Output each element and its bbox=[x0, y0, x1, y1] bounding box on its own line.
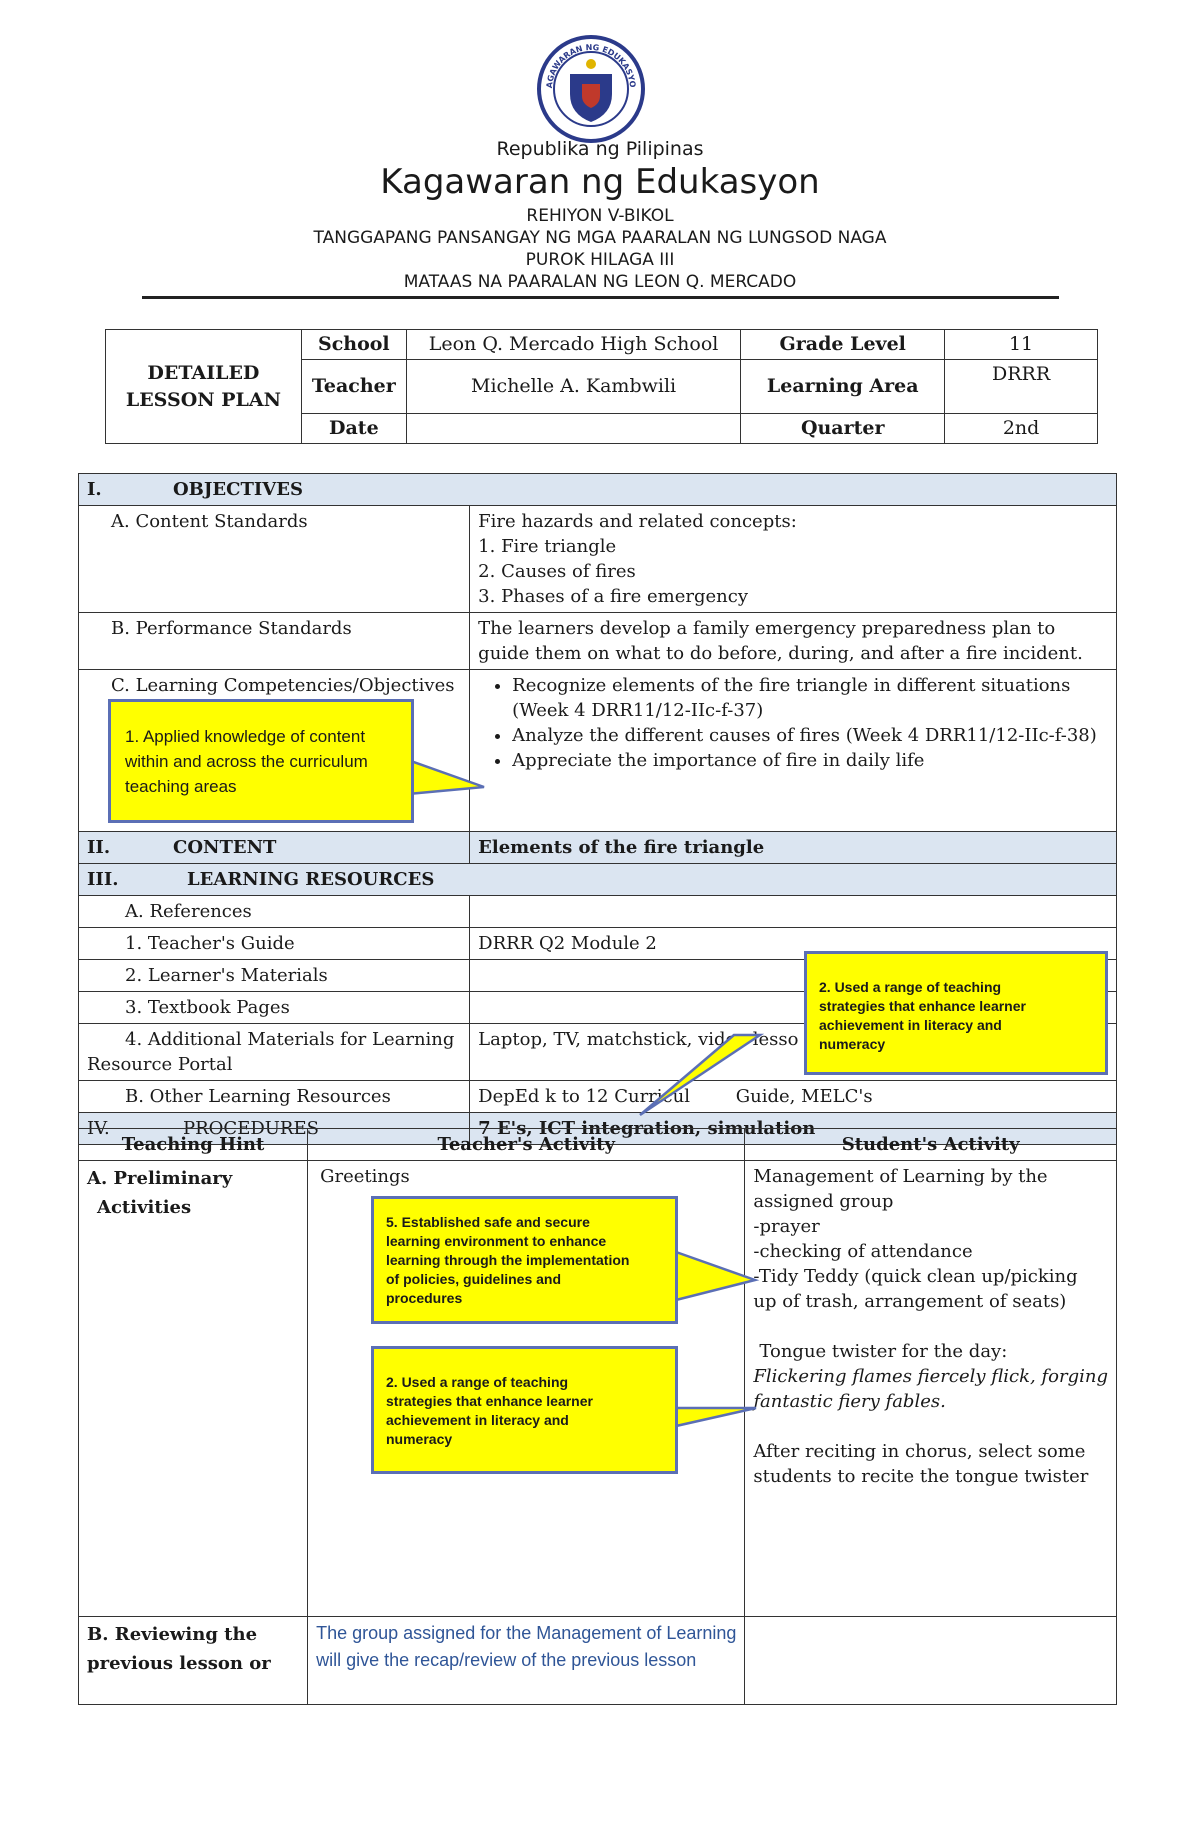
callout-line: strategies that enhance learner bbox=[386, 1393, 593, 1409]
row-b-label-line2: previous lesson or bbox=[87, 1653, 271, 1674]
tongue-twister-line: fantastic fiery fables. bbox=[753, 1391, 946, 1412]
callout-line: learning through the implementation bbox=[386, 1252, 630, 1268]
area-value: DRRR bbox=[945, 360, 1098, 414]
resources-title: LEARNING RESOURCES bbox=[187, 869, 435, 890]
other-resources-label: B. Other Learning Resources bbox=[79, 1081, 470, 1113]
grade-label: Grade Level bbox=[741, 330, 945, 360]
other-resources-value: DepEd k to 12 Curricul Guide, MELC's bbox=[470, 1081, 1117, 1113]
greetings-text: Greetings bbox=[320, 1166, 410, 1187]
performance-line: The learners develop a family emergency preparedness plan to bbox=[478, 618, 1056, 639]
resources-num: III. bbox=[87, 869, 119, 890]
callout-line: of policies, guidelines and bbox=[386, 1271, 562, 1287]
department-title: Kagawaran ng Edukasyon bbox=[380, 162, 820, 202]
additional-materials-line2: Resource Portal bbox=[87, 1054, 233, 1075]
district-line: PUROK HILAGA III bbox=[525, 250, 675, 270]
callout-line: achievement in literacy and bbox=[819, 1017, 1002, 1033]
performance-standards-label: B. Performance Standards bbox=[79, 613, 470, 670]
callout-line: learning environment to enhance bbox=[386, 1233, 607, 1249]
competency-item: • Analyze the different causes of fires (Week 4 DRR11/12-IIc-f-38) bbox=[512, 723, 1108, 748]
callout-line: numeracy bbox=[386, 1431, 453, 1447]
procedures-value: 7 E's, ICT integration, simulation bbox=[470, 1113, 1117, 1145]
content-standards-line: 1. Fire triangle bbox=[478, 536, 617, 557]
callout-line: teaching areas bbox=[125, 777, 237, 796]
callout-line: 2. Used a range of teaching bbox=[819, 979, 1002, 995]
region-line: REHIYON V-BIKOL bbox=[526, 206, 674, 226]
school-value: Leon Q. Mercado High School bbox=[406, 330, 741, 360]
school-label: School bbox=[301, 330, 406, 360]
performance-line: guide them on what to do before, during, and after a fire incident. bbox=[478, 643, 1083, 664]
callout-line: within and across the curriculum bbox=[125, 752, 368, 771]
procedures-num: IV. bbox=[87, 1118, 110, 1139]
textbook-pages-label: 3. Textbook Pages bbox=[79, 992, 470, 1024]
competency-item: • Recognize elements of the fire triangle in different situations (Week 4 DRR11/12-IIc-f-37) bbox=[512, 673, 1108, 723]
callout-5-pointer bbox=[676, 1252, 755, 1300]
callout-line: 2. Used a range of teaching bbox=[386, 1374, 569, 1390]
content-standards-label: A. Content Standards bbox=[79, 506, 470, 613]
student-line: up of trash, arrangement of seats) bbox=[753, 1291, 1067, 1312]
additional-materials-line1: 4. Additional Materials for Learning bbox=[125, 1029, 455, 1050]
callout-safe-environment bbox=[371, 1196, 678, 1324]
svg-text:KAGAWARAN NG EDUKASYON: AGAWARAN NG EDUKASYO bbox=[544, 42, 638, 89]
student-line: -checking of attendance bbox=[753, 1241, 973, 1262]
competency-item: • Appreciate the importance of fire in daily life bbox=[512, 748, 1108, 773]
school-line: MATAAS NA PAARALAN NG LEON Q. MERCADO bbox=[403, 272, 797, 292]
division-line: TANGGAPANG PANSANGAY NG MGA PAARALAN NG LUNGSOD NAGA bbox=[313, 228, 887, 248]
procedures-title: PROCEDURES bbox=[183, 1118, 319, 1139]
callout-applied-knowledge bbox=[108, 699, 414, 823]
additional-materials-value: Laptop, TV, matchstick, video lesso bbox=[470, 1024, 1117, 1081]
callout-teaching-strategies-2 bbox=[371, 1346, 678, 1474]
callout-line: 1. Applied knowledge of content bbox=[125, 727, 366, 746]
callout-line: procedures bbox=[386, 1290, 463, 1306]
teacher-label: Teacher bbox=[301, 360, 406, 414]
student-line: students to recite the tongue twister bbox=[753, 1466, 1089, 1487]
objectives-num: I. bbox=[87, 479, 102, 500]
content-value: Elements of the fire triangle bbox=[470, 832, 1117, 864]
republic-line: Republika ng Pilipinas bbox=[496, 138, 704, 160]
quarter-label: Quarter bbox=[741, 414, 945, 444]
callout-2b-pointer bbox=[676, 1408, 756, 1426]
col-student-activity: Student's Activity bbox=[745, 1129, 1117, 1161]
plan-title-line2: LESSON PLAN bbox=[125, 388, 281, 411]
student-line: After reciting in chorus, select some bbox=[753, 1441, 1086, 1462]
tongue-twister-line: Flickering flames fiercely flick, forging bbox=[753, 1366, 1108, 1387]
callout-line: strategies that enhance learner bbox=[819, 998, 1026, 1014]
plan-title-line1: DETAILED bbox=[147, 361, 260, 384]
callout-line: achievement in literacy and bbox=[386, 1412, 569, 1428]
row-b-label-line1: B. Reviewing the bbox=[87, 1624, 258, 1645]
date-label: Date bbox=[301, 414, 406, 444]
row-a-label-line1: A. Preliminary bbox=[87, 1168, 233, 1189]
teacher-value: Michelle A. Kambwili bbox=[406, 360, 741, 414]
col-teaching-hint: Teaching Hint bbox=[79, 1129, 308, 1161]
student-line: -Tidy Teddy (quick clean up/picking bbox=[753, 1266, 1078, 1287]
objectives-title: OBJECTIVES bbox=[173, 479, 303, 500]
competencies-label: C. Learning Competencies/Objectives bbox=[79, 670, 470, 832]
content-num: II. bbox=[87, 837, 111, 858]
quarter-value: 2nd bbox=[945, 414, 1098, 444]
content-title: CONTENT bbox=[173, 837, 277, 858]
content-standards-line: Fire hazards and related concepts: bbox=[478, 511, 797, 532]
tongue-twister-label: Tongue twister for the day: bbox=[759, 1341, 1008, 1362]
student-line: -prayer bbox=[753, 1216, 820, 1237]
student-line: Management of Learning by the bbox=[753, 1166, 1048, 1187]
student-line: assigned group bbox=[753, 1191, 894, 1212]
callout-1-pointer bbox=[408, 760, 484, 794]
grade-value: 11 bbox=[945, 330, 1098, 360]
callout-line: 5. Established safe and secure bbox=[386, 1214, 590, 1230]
learners-materials-label: 2. Learner's Materials bbox=[79, 960, 470, 992]
row-b-teacher-line: will give the recap/review of the previous lesson bbox=[316, 1650, 697, 1670]
content-standards-line: 3. Phases of a fire emergency bbox=[478, 586, 749, 607]
references-label: A. References bbox=[79, 896, 470, 928]
callout-teaching-strategies bbox=[804, 951, 1108, 1075]
row-b-teacher-line: The group assigned for the Management of Learning bbox=[316, 1623, 737, 1643]
col-teacher-activity: Teacher's Activity bbox=[308, 1129, 745, 1161]
callout-line: numeracy bbox=[819, 1036, 886, 1052]
content-standards-line: 2. Causes of fires bbox=[478, 561, 636, 582]
row-a-label-line2: Activities bbox=[97, 1197, 192, 1218]
teachers-guide-value: DRRR Q2 Module 2 bbox=[470, 928, 1117, 960]
callout-2-pointer bbox=[640, 1035, 760, 1115]
teachers-guide-label: 1. Teacher's Guide bbox=[79, 928, 470, 960]
area-label: Learning Area bbox=[741, 360, 945, 414]
